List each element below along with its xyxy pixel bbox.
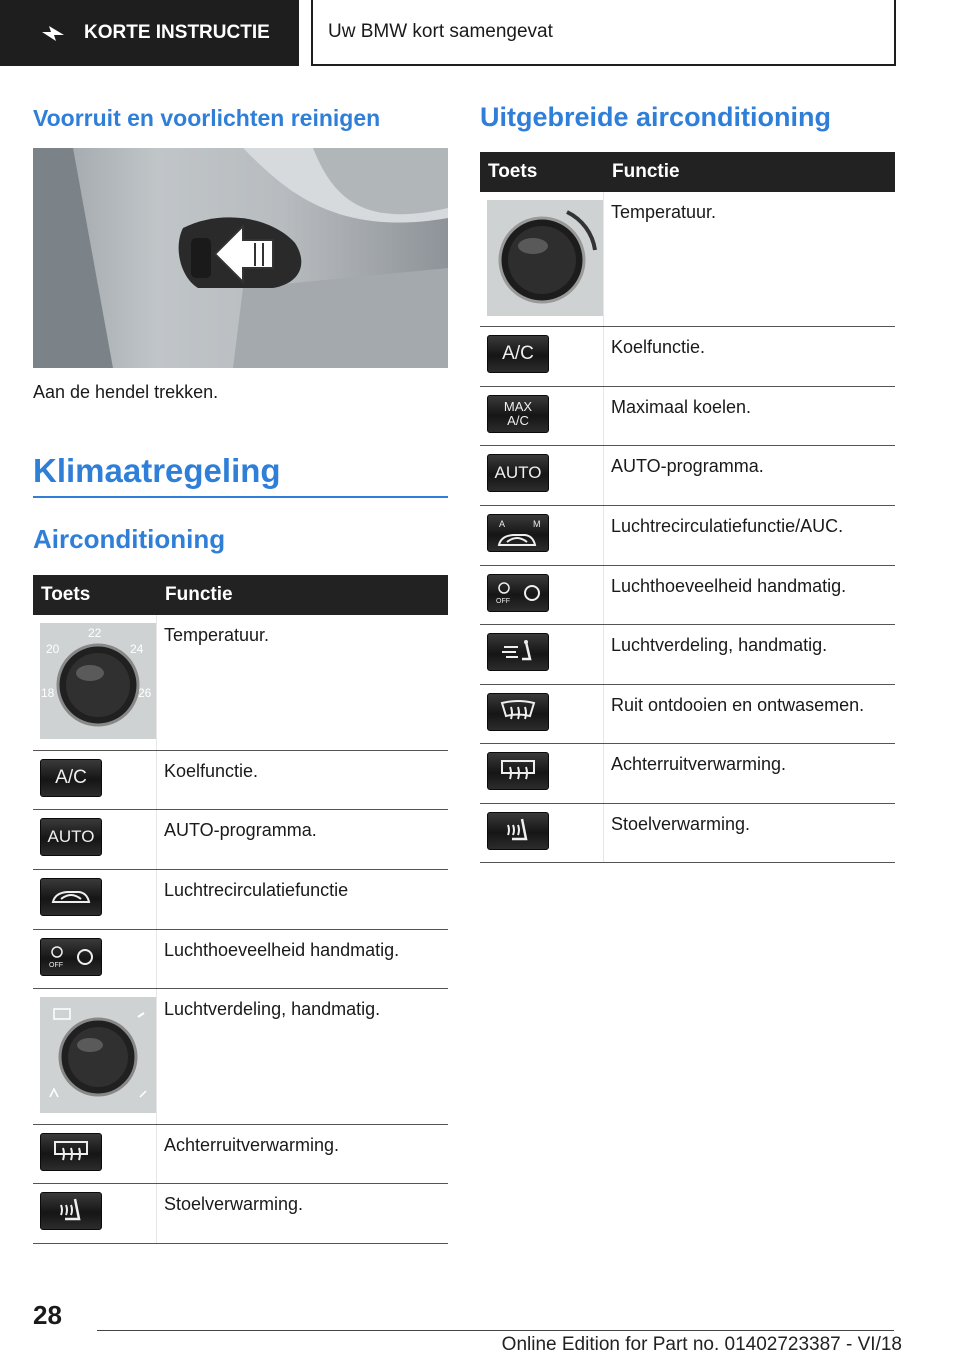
function-text: Stoelverwarming. [611,814,751,834]
function-text: Koelfunctie. [611,337,706,357]
auto-button-icon: AUTO [487,454,549,492]
footer-divider [97,1330,894,1331]
table-row [480,192,895,327]
table-row [33,1184,448,1244]
knob-scale-18: 18 [41,686,55,700]
table-header [33,575,448,615]
table-row [33,1125,448,1184]
table-row [480,566,895,625]
knob-scale-20: 20 [46,642,60,656]
quick-reference-icon [40,22,66,44]
extended-ac-table [480,152,895,863]
table-row [480,506,895,566]
seat-heating-button-icon [40,1192,102,1230]
function-text: Luchtrecirculatiefunctie [164,880,349,900]
function-text: Ruit ontdooien en ontwasemen. [611,695,865,715]
left-column [33,66,448,1244]
extended-ac-title: Uitgebreide airconditioning [480,102,832,132]
air-distribution-knob-icon [40,997,156,1113]
header-key: Toets [488,161,538,182]
chapter-subtitle-box [311,0,896,66]
svg-text:OFF: OFF [49,962,63,969]
recirculation-button-icon [40,878,102,916]
seat-heating-button-icon [487,812,549,850]
page-number: 28 [33,1300,62,1330]
table-row [33,930,448,989]
rear-defrost-button-icon [487,752,549,790]
rear-defrost-button-icon [40,1133,102,1171]
section-tab[interactable] [0,0,299,66]
function-text: Luchtverdeling, handmatig. [611,635,828,655]
ac-button-icon: A/C [487,335,549,373]
table-row [33,870,448,930]
ac-button-icon: A/C [40,759,102,797]
table-row [33,615,448,751]
function-text: Luchthoeveelheid handmatig. [611,576,847,596]
knob-scale-24: 24 [130,642,144,656]
table-row [480,685,895,744]
max-ac-button-icon: MAX A/C [487,395,549,433]
table-row [480,387,895,446]
recirculation-auc-button-icon [487,514,549,552]
edition-footer: Online Edition for Part no. 01402723387 - VI/18 [501,1334,902,1355]
function-text: AUTO-programma. [164,820,317,840]
page-header [0,0,960,66]
svg-text:A: A [499,519,506,529]
function-text: Temperatuur. [611,202,717,222]
fan-button-icon [487,574,549,612]
right-column [480,66,895,863]
wash-section-title: Voorruit en voorlichten reinigen [33,105,381,131]
temperature-knob-icon [40,623,156,739]
table-row [480,446,895,506]
wash-caption: Aan de hendel trekken. [33,382,219,402]
table-row [33,989,448,1125]
wiper-lever-illustration [33,148,448,368]
knob-scale-26: 26 [138,686,152,700]
fan-button-icon [40,938,102,976]
function-text: Luchthoeveelheid handmatig. [164,940,400,960]
wiper-lever-photo [33,148,448,368]
function-text: Stoelverwarming. [164,1194,304,1214]
table-row [480,327,895,387]
function-text: Luchtrecirculatiefunctie/AUC. [611,516,844,536]
function-text: Achterruitverwarming. [611,754,787,774]
svg-text:OFF: OFF [496,598,510,605]
header-function: Functie [165,584,233,605]
table-row [480,744,895,804]
table-row [480,625,895,685]
temperature-knob-icon [487,200,603,316]
chapter-title: Klimaatregeling [33,451,448,498]
windscreen-defrost-button-icon [487,693,549,731]
function-text: Koelfunctie. [164,761,259,781]
function-text: Maximaal koelen. [611,397,752,417]
table-header [480,152,895,192]
table-row [480,804,895,863]
function-text: Achterruitverwarming. [164,1135,340,1155]
ac-section-title: Airconditioning [33,524,226,554]
ac-table [33,575,448,1244]
header-function: Functie [612,161,680,182]
function-text: Temperatuur. [164,625,270,645]
air-distribution-button-icon [487,633,549,671]
auto-button-icon: AUTO [40,818,102,856]
chapter-subtitle: Uw BMW kort samengevat [328,21,553,42]
section-tab-label: KORTE INSTRUCTIE [84,22,270,43]
table-row [33,810,448,870]
header-key: Toets [41,584,91,605]
table-row [33,751,448,810]
function-text: AUTO-programma. [611,456,764,476]
svg-text:M: M [533,519,541,529]
function-text: Luchtverdeling, handmatig. [164,999,381,1019]
knob-scale-22: 22 [88,626,102,640]
